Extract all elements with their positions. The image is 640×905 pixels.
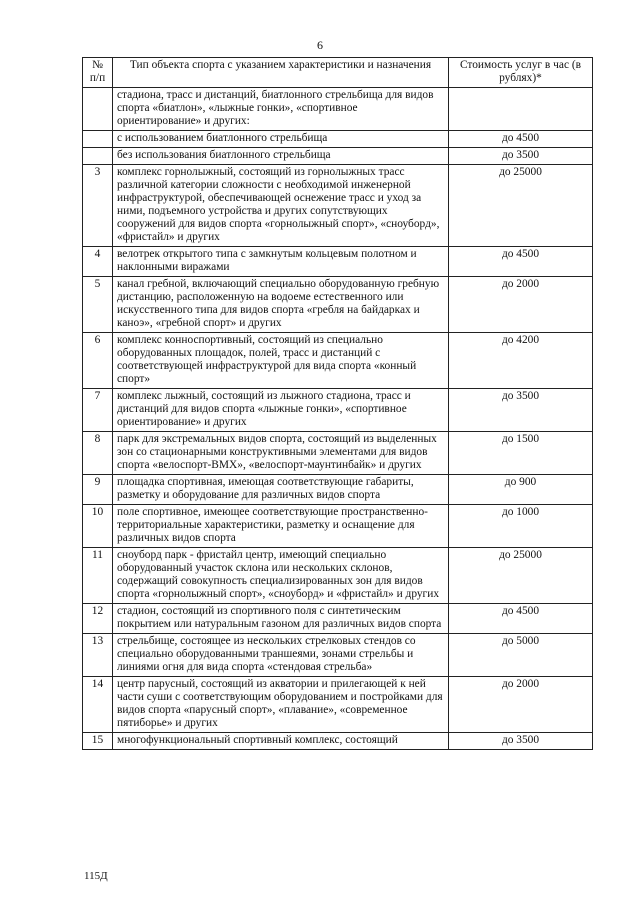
cost-value: до 3500 (449, 389, 593, 432)
cost-value: до 2000 (449, 677, 593, 733)
row-number: 13 (83, 634, 113, 677)
row-number (83, 131, 113, 148)
object-type-description: стрельбище, состоящее из нескольких стрелковых стендов со специально оборудованными траншеями, зонами стрельбы и линиями огня для вида спорта «стендовая стрельба» (113, 634, 449, 677)
object-type-description: парк для экстремальных видов спорта, состоящий из выделенных зон со стационарными конструктивными элементами для видов спорта «велоспорт-BMX», «велоспорт-маунтинбайк» и других (113, 432, 449, 475)
cost-value: до 1000 (449, 505, 593, 548)
document-code: 115Д (84, 870, 108, 882)
table-row (83, 604, 593, 634)
table-row (83, 634, 593, 677)
table-row (83, 733, 593, 750)
table-row (83, 277, 593, 333)
object-type-description: с использованием биатлонного стрельбища (113, 131, 449, 148)
object-type-description: многофункциональный спортивный комплекс, состоящий (113, 733, 449, 750)
table-row (83, 148, 593, 165)
cost-value: до 5000 (449, 634, 593, 677)
header-number-line: п/п (89, 72, 106, 84)
row-number: 12 (83, 604, 113, 634)
table-row (83, 131, 593, 148)
header-cost: Стоимость услуг в час (в рублях)* (449, 58, 593, 88)
row-number: 10 (83, 505, 113, 548)
row-number: 5 (83, 277, 113, 333)
object-type-description: площадка спортивная, имеющая соответствующие габариты, разметку и оборудование для различных видов спорта (113, 475, 449, 505)
cost-value: до 900 (449, 475, 593, 505)
object-type-description: канал гребной, включающий специально оборудованную гребную дистанцию, расположенную на водоеме естественного или искусственного типа для видов спорта «гребля на байдарках и каноэ», «гребной спорт» и других (113, 277, 449, 333)
object-type-description: сноуборд парк - фристайл центр, имеющий специально оборудованный участок склона или нескольких склонов, содержащий совокупность специализированных зон для видов спорта «горнолыжный спорт», «сноуборд» и «фристайл» и других (113, 548, 449, 604)
object-type-description: комплекс горнолыжный, состоящий из горнолыжных трасс различной категории сложности с необходимой инженерной инфраструктурой, обеспечивающей оснежение трасс и уход за ними, подъемного устройства и других сопутствующих сооружений для видов спорта «горнолыжный спорт», «сноуборд», «фристайл» и других (113, 165, 449, 247)
table-row (83, 247, 593, 277)
row-number (83, 88, 113, 131)
cost-value: до 4500 (449, 131, 593, 148)
object-type-description: стадиона, трасс и дистанций, биатлонного стрельбища для видов спорта «биатлон», «лыжные гонки», «спортивное ориентирование» и других: (113, 88, 449, 131)
table-row (83, 389, 593, 432)
object-type-description: стадион, состоящий из спортивного поля с синтетическим покрытием или натуральным газоном для различных видов спорта (113, 604, 449, 634)
row-number: 11 (83, 548, 113, 604)
cost-value: до 25000 (449, 165, 593, 247)
table-row (83, 165, 593, 247)
object-type-description: без использования биатлонного стрельбища (113, 148, 449, 165)
cost-value: до 3500 (449, 733, 593, 750)
row-number: 6 (83, 333, 113, 389)
object-type-description: поле спортивное, имеющее соответствующие пространственно-территориальные характеристики, разметку и оснащение для различных видов спорта (113, 505, 449, 548)
object-type-description: велотрек открытого типа с замкнутым кольцевым полотном и наклонными виражами (113, 247, 449, 277)
header-number-line: № (92, 59, 103, 71)
object-type-description: комплекс конноспортивный, состоящий из специально оборудованных площадок, полей, трасс и дистанций с соответствующей инфраструктурой для вида спорта «конный спорт» (113, 333, 449, 389)
row-number: 15 (83, 733, 113, 750)
cost-value: до 3500 (449, 148, 593, 165)
table-row (83, 677, 593, 733)
header-number (83, 58, 113, 88)
row-number: 14 (83, 677, 113, 733)
table-header-row (83, 58, 593, 88)
object-type-description: комплекс лыжный, состоящий из лыжного стадиона, трасс и дистанций для видов спорта «лыжные гонки», «спортивное ориентирование» и других (113, 389, 449, 432)
cost-value: до 25000 (449, 548, 593, 604)
page-number: 6 (317, 38, 323, 52)
row-number: 7 (83, 389, 113, 432)
table-row (83, 88, 593, 131)
cost-value: до 1500 (449, 432, 593, 475)
table-row (83, 475, 593, 505)
table-row (83, 333, 593, 389)
row-number: 9 (83, 475, 113, 505)
row-number: 3 (83, 165, 113, 247)
table-row (83, 548, 593, 604)
row-number (83, 148, 113, 165)
table-row (83, 505, 593, 548)
row-number: 4 (83, 247, 113, 277)
cost-value: до 4200 (449, 333, 593, 389)
cost-value (449, 88, 593, 131)
row-number: 8 (83, 432, 113, 475)
table-row (83, 432, 593, 475)
object-type-description: центр парусный, состоящий из акватории и прилегающей к ней части суши с соответствующим оборудованием и постройками для видов спорта «парусный спорт», «плавание», «современное пятиборье» и других (113, 677, 449, 733)
header-object-type: Тип объекта спорта с указанием характеристики и назначения (113, 58, 449, 88)
pricing-table (82, 57, 593, 750)
cost-value: до 4500 (449, 247, 593, 277)
cost-value: до 4500 (449, 604, 593, 634)
header-number-label (90, 59, 105, 84)
cost-value: до 2000 (449, 277, 593, 333)
